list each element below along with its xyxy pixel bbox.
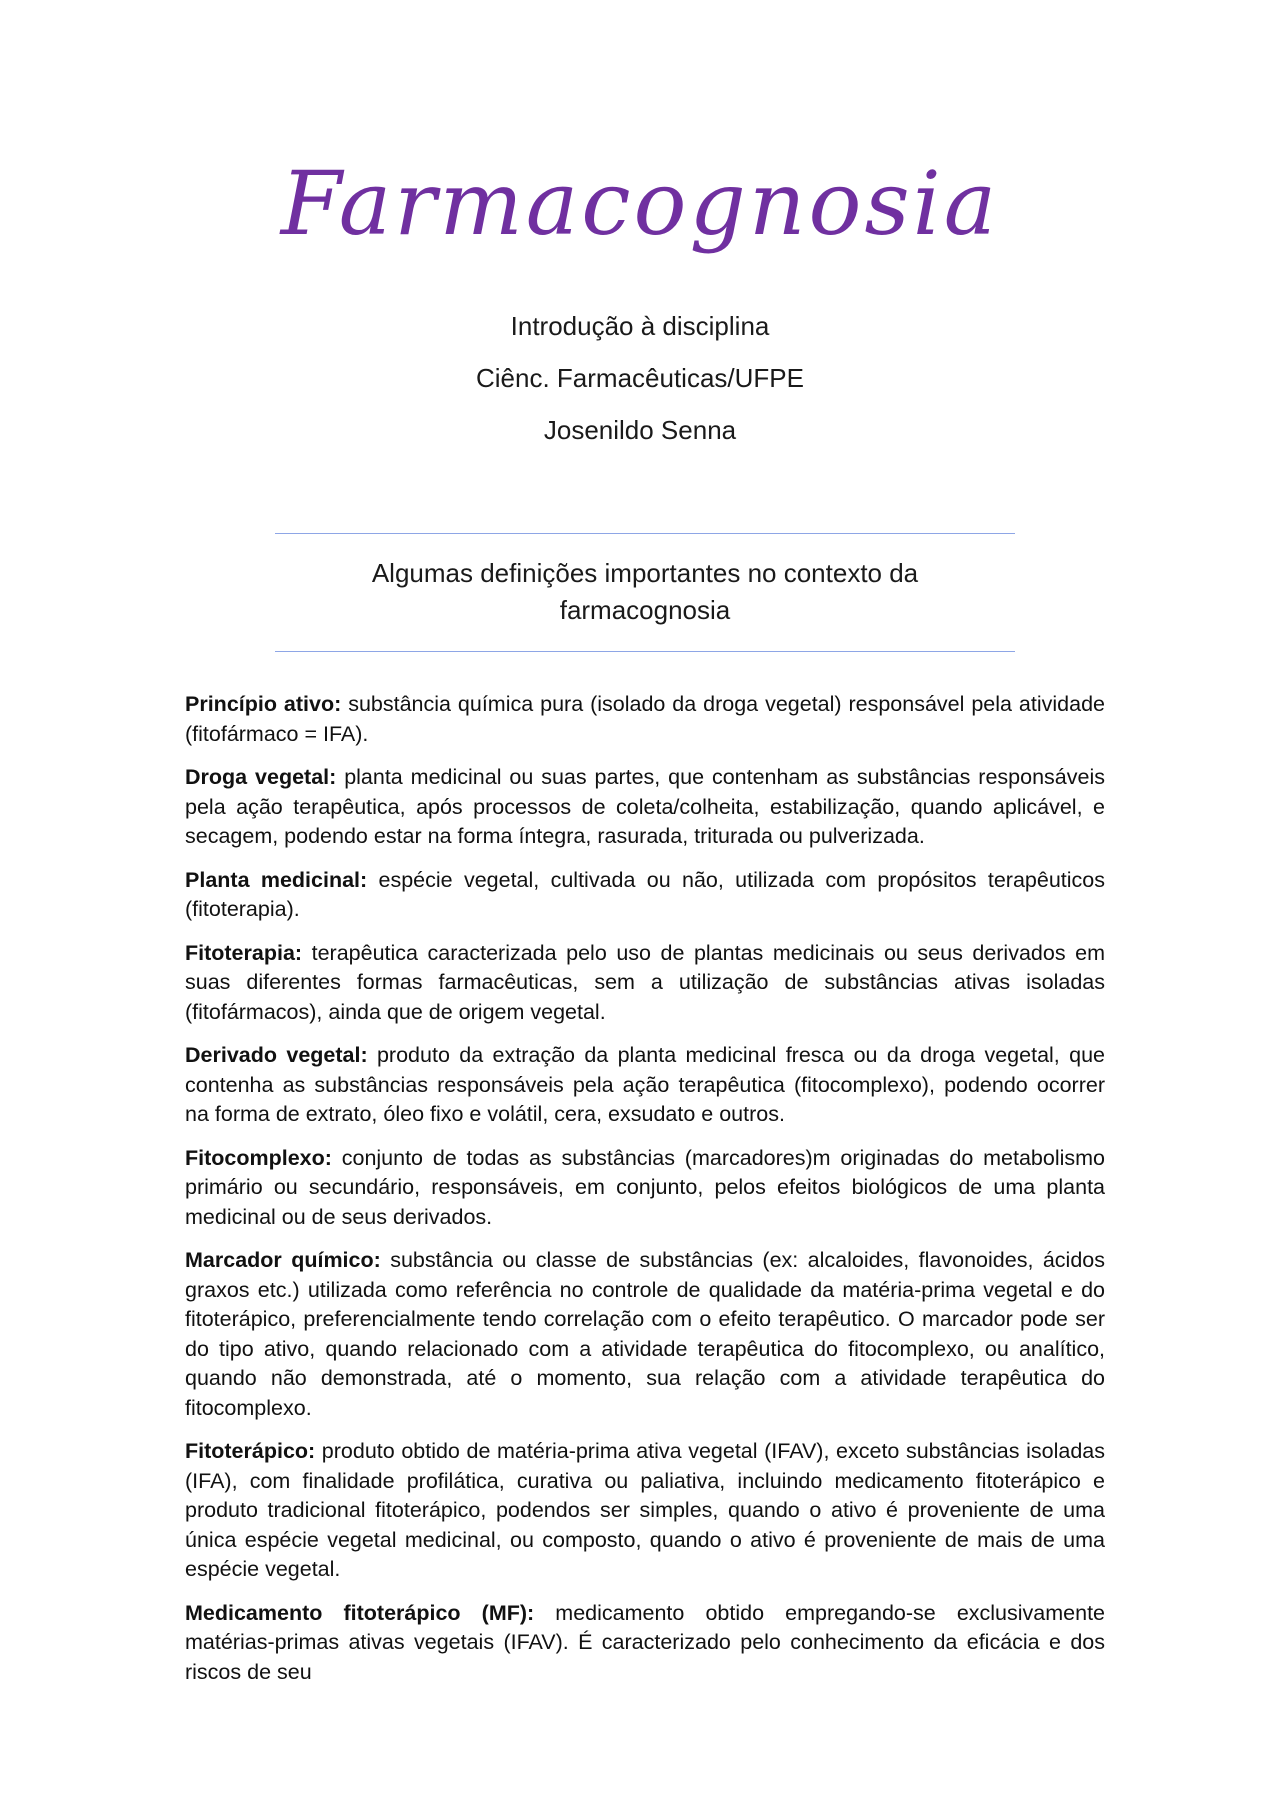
definition-term: Derivado vegetal: — [185, 1043, 368, 1067]
definition-text: substância química pura (isolado da droga vegetal) responsável pela atividade (fitofármaco = IFA). — [185, 692, 1105, 746]
definition-fitoterapico — [185, 1437, 1105, 1585]
definition-text: terapêutica caracterizada pelo uso de plantas medicinais ou seus derivados em suas diferentes formas farmacêuticas, sem a utilização de substâncias ativas isoladas (fitofármacos), ainda que de origem vegetal. — [185, 940, 1105, 1024]
definition-marcador-quimico — [185, 1246, 1105, 1423]
definition-term: Droga vegetal: — [185, 765, 337, 789]
definition-term: Fitocomplexo: — [185, 1145, 332, 1170]
definition-term: Fitoterapia: — [185, 940, 303, 965]
subtitle-block — [0, 300, 1280, 456]
definition-term: Princípio ativo: — [185, 692, 342, 716]
definition-text: conjunto de todas as substâncias (marcadores)m originadas do metabolismo primário ou secundário, responsáveis, em conjunto, pelos efeitos biológicos de uma planta medicinal ou de seus derivados. — [185, 1145, 1105, 1229]
institution: Ciênc. Farmacêuticas/UFPE — [476, 363, 804, 393]
definition-principio-ativo — [185, 690, 1105, 749]
definition-fitocomplexo — [185, 1144, 1105, 1233]
document-title: Farmacognosia — [280, 152, 1000, 255]
section-heading: Algumas definições importantes no contexto da farmacognosia — [371, 558, 919, 625]
definition-term: Fitoterápico: — [185, 1439, 316, 1463]
divider-top — [275, 533, 1015, 534]
definition-text: produto da extração da planta medicinal fresca ou da droga vegetal, que contenha as substâncias responsáveis pela ação terapêutica (fitocomplexo), podendo ocorrer na forma de extrato, óleo fixo e volátil, cera, exsudato e outros. — [185, 1043, 1105, 1126]
definition-term: Medicamento fitoterápico (MF): — [185, 1600, 535, 1625]
definition-text: planta medicinal ou suas partes, que contenham as substâncias responsáveis pela ação terapêutica, após processos de coleta/colheita, estabilização, quando aplicável, e secagem, podendo estar na forma íntegra, rasurada, triturada ou pulverizada. — [185, 765, 1105, 848]
definition-text: medicamento obtido empregando-se exclusivamente matérias-primas ativas vegetais (IFAV). É caracterizado pelo conhecimento da eficácia e dos riscos de seu — [185, 1600, 1106, 1684]
definitions-list — [185, 690, 1105, 1701]
definition-planta-medicinal — [185, 866, 1105, 925]
definition-fitoterapia — [185, 939, 1105, 1028]
definition-droga-vegetal — [185, 763, 1105, 852]
definition-text: produto obtido de matéria-prima ativa vegetal (IFAV), exceto substâncias isoladas (IFA), com finalidade profilática, curativa ou paliativa, incluindo medicamento fitoterápico e produto tradicional fitoterápico, podendos ser simples, quando o ativo é proveniente de uma única espécie vegetal medicinal, ou composto, quando o ativo é proveniente de mais de uma espécie vegetal. — [185, 1439, 1105, 1581]
author-name: Josenildo Senna — [543, 415, 737, 445]
divider-bottom — [275, 651, 1015, 652]
definition-term: Marcador químico: — [185, 1248, 381, 1272]
definition-derivado-vegetal — [185, 1041, 1105, 1130]
definition-medicamento-fitoterapico — [185, 1599, 1105, 1688]
course-name: Introdução à disciplina — [510, 311, 770, 341]
definition-term: Planta medicinal: — [185, 867, 368, 892]
definition-text: substância ou classe de substâncias (ex: alcaloides, flavonoides, ácidos graxos etc.) utilizada como referência no controle de qualidade da matéria-prima vegetal e do fitoterápico, preferencialmente tendo correlação com o efeito terapêutico. O marcador pode ser do tipo ativo, quando relacionado com a atividade terapêutica do fitocomplexo, ou analítico, quando não demonstrada, até o momento, sua relação com a atividade terapêutica do fitocomplexo. — [185, 1248, 1105, 1420]
definition-text: espécie vegetal, cultivada ou não, utilizada com propósitos terapêuticos (fitoterapia). — [185, 867, 1105, 921]
